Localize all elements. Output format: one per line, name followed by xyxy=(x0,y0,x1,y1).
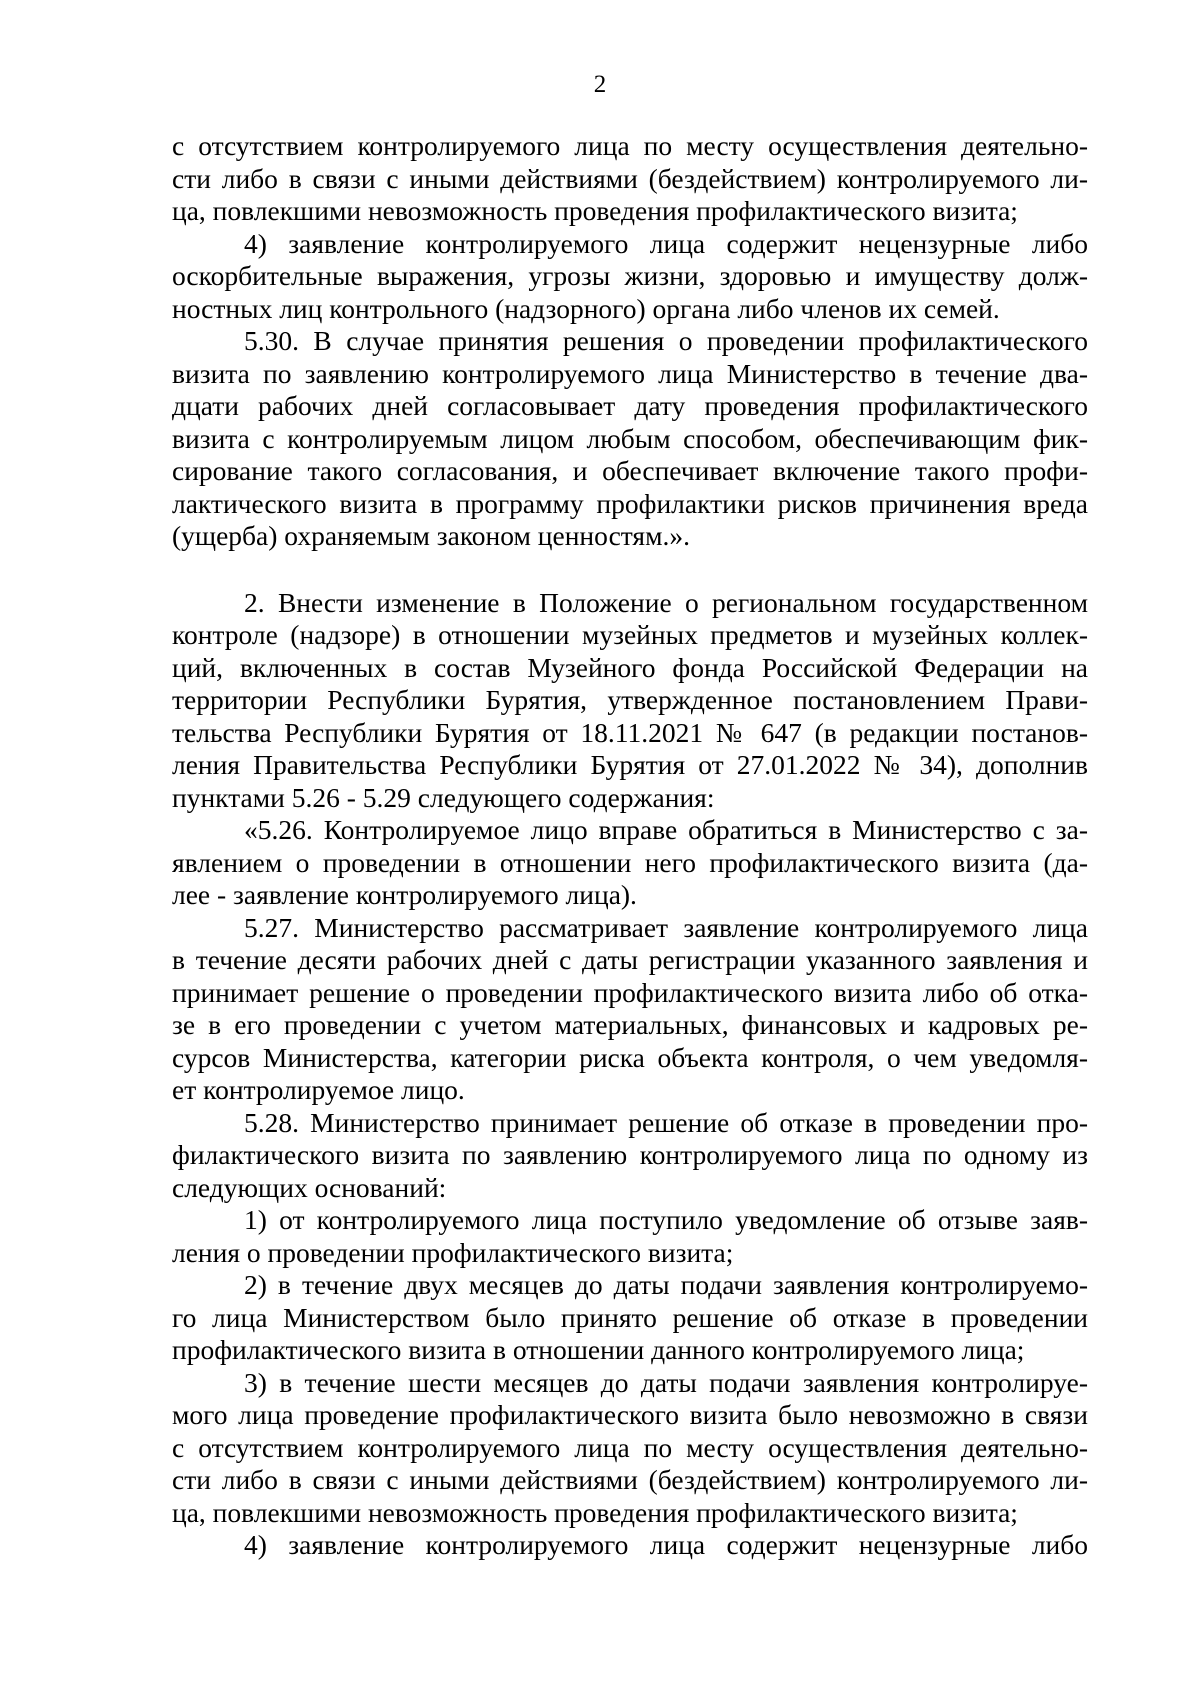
paragraph-item-4 xyxy=(172,228,1088,326)
text-line: с отсутствием контролируемого лица по месту осуществления деятельно- xyxy=(172,130,1088,161)
paragraph-spacer xyxy=(172,553,1088,587)
text-line: 1) от контролируемого лица поступило уведомление об отзыве заяв- xyxy=(244,1204,1088,1235)
text-line: дцати рабочих дней согласовывает дату проведения профилактического xyxy=(172,390,1088,421)
text-line: профилактического визита в отношении данного контролируемого лица; xyxy=(172,1334,1025,1365)
text-line: пунктами 5.26 - 5.29 следующего содержания: xyxy=(172,781,715,813)
page-number: 2 xyxy=(593,71,607,98)
text-line: го лица Министерством было принято решение об отказе в проведении xyxy=(172,1301,1088,1333)
text-line: 5.27. Министерство рассматривает заявление контролируемого лица xyxy=(244,911,1088,943)
text-line: ления Правительства Республики Бурятия от 27.01.2022 № 34), дополнив xyxy=(172,749,1088,780)
paragraph-5-30 xyxy=(172,325,1088,553)
text-line: сти либо в связи с иными действиями (бездействием) контролируемого ли- xyxy=(172,1464,1088,1495)
text-line: принимает решение о проведении профилактического визита либо об отка- xyxy=(172,976,1088,1008)
text-line: визита с контролируемым лицом любым способом, обеспечивающим фик- xyxy=(172,422,1088,454)
text-line: 3) в течение шести месяцев до даты подачи заявления контролируе- xyxy=(244,1366,1088,1398)
text-line: сирование такого согласования, и обеспечивает включение такого профи- xyxy=(172,455,1088,486)
paragraph-item-4-continued xyxy=(172,1529,1088,1562)
text-line: 2) в течение двух месяцев до даты подачи заявления контролируемо- xyxy=(244,1269,1088,1300)
paragraph-section-2 xyxy=(172,587,1088,815)
text-line: визита по заявлению контролируемого лица Министерство в течение два- xyxy=(172,357,1088,389)
text-line: мого лица проведение профилактического визита было невозможно в связи xyxy=(172,1399,1088,1430)
text-line: оскорбительные выражения, угрозы жизни, здоровью и имуществу долж- xyxy=(172,260,1088,291)
text-line: лее - заявление контролируемого лица). xyxy=(172,879,637,910)
text-line: в течение десяти рабочих дней с даты регистрации указанного заявления и xyxy=(172,944,1088,975)
paragraph-5-26 xyxy=(172,814,1088,912)
text-line: (ущерба) охраняемым законом ценностям.». xyxy=(172,520,690,551)
text-line: ления о проведении профилактического визита; xyxy=(172,1236,734,1268)
paragraph-5-27 xyxy=(172,912,1088,1107)
text-line: сти либо в связи с иными действиями (бездействием) контролируемого ли- xyxy=(172,162,1088,194)
text-line: сурсов Министерства, категории риска объекта контроля, о чем уведомля- xyxy=(172,1041,1088,1073)
text-line: контроле (надзоре) в отношении музейных предметов и музейных коллек- xyxy=(172,619,1088,650)
text-line: лактического визита в программу профилактики рисков причинения вреда xyxy=(172,487,1088,519)
text-line: «5.26. Контролируемое лицо вправе обратиться в Министерство с за- xyxy=(244,814,1088,845)
text-line: ностных лиц контрольного (надзорного) органа либо членов их семей. xyxy=(172,292,1000,324)
text-line: ций, включенных в состав Музейного фонда Российской Федерации на xyxy=(172,651,1088,683)
text-line: явлением о проведении в отношении него профилактического визита (да- xyxy=(172,846,1088,878)
text-line: ца, повлекшими невозможность проведения профилактического визита; xyxy=(172,1496,1018,1528)
text-line: 5.30. В случае принятия решения о проведении профилактического xyxy=(244,325,1088,356)
text-line: с отсутствием контролируемого лица по месту осуществления деятельно- xyxy=(172,1431,1088,1463)
text-line: зе в его проведении с учетом материальных, финансовых и кадровых ре- xyxy=(172,1009,1088,1040)
text-line: ет контролируемое лицо. xyxy=(172,1074,465,1105)
text-line: следующих оснований: xyxy=(172,1171,447,1203)
document-body xyxy=(172,130,1088,1562)
text-line: 5.28. Министерство принимает решение об отказе в проведении про- xyxy=(244,1106,1088,1138)
paragraph-item-2 xyxy=(172,1269,1088,1367)
text-line: 4) заявление контролируемого лица содержит нецензурные либо xyxy=(244,1529,1088,1560)
paragraph-item-3 xyxy=(172,1367,1088,1530)
paragraph-continuation xyxy=(172,130,1088,228)
paragraph-5-28 xyxy=(172,1107,1088,1205)
text-line: территории Республики Бурятия, утвержденное постановлением Прави- xyxy=(172,684,1088,715)
text-line: ца, повлекшими невозможность проведения профилактического визита; xyxy=(172,195,1018,226)
paragraph-item-1 xyxy=(172,1204,1088,1269)
text-line: 4) заявление контролируемого лица содержит нецензурные либо xyxy=(244,227,1088,259)
text-line: 2. Внести изменение в Положение о региональном государственном xyxy=(244,586,1088,618)
text-line: тельства Республики Бурятия от 18.11.2021 № 647 (в редакции постанов- xyxy=(172,716,1088,748)
text-line: филактического визита по заявлению контролируемого лица по одному из xyxy=(172,1139,1088,1170)
